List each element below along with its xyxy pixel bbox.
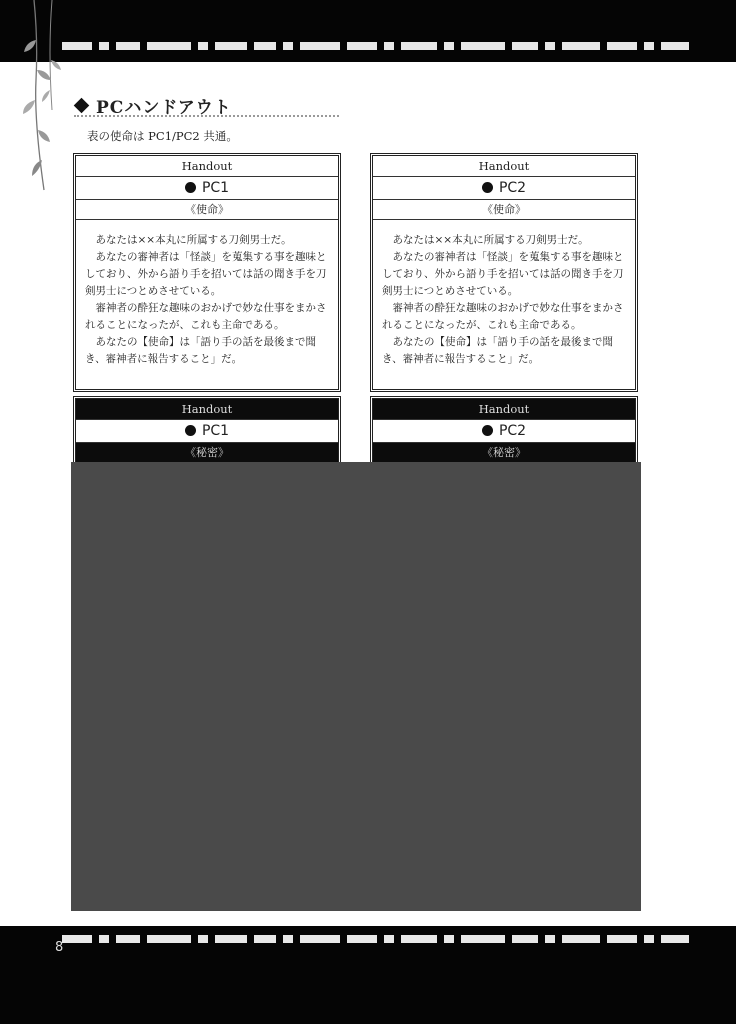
handout-body (373, 220, 635, 368)
handout-paragraph: あなたの審神者は「怪談」を蒐集する事を趣味としており、外から語り手を招いては話の聞き手を刀剣男士につとめさせている。 (382, 251, 624, 297)
handout-header: Handout (76, 156, 338, 177)
handout-pc-label: PC1 (76, 177, 338, 200)
diamond-icon (74, 97, 90, 113)
handout-paragraph: あなたの【使命】は「語り手の話を最後まで聞き、審神者に報告すること」だ。 (382, 336, 613, 365)
secret-subtitle: 《秘密》 (373, 443, 635, 463)
secret-header: Handout (373, 399, 635, 420)
handout-header: Handout (373, 156, 635, 177)
bottom-dash-border (62, 935, 728, 943)
section-title (74, 95, 339, 117)
secret-pc-label: PC1 (76, 420, 338, 443)
black-circle-icon (185, 182, 196, 193)
handout-paragraph: あなたの【使命】は「語り手の話を最後まで聞き、審神者に報告すること」だ。 (85, 336, 316, 365)
bottom-footer-bar (0, 926, 736, 1024)
handout-paragraph: あなたの審神者は「怪談」を蒐集する事を趣味としており、外から語り手を招いては話の聞き手を刀剣男士につとめさせている。 (85, 251, 327, 297)
top-dash-border (62, 42, 728, 50)
intro-text: 表の使命は PC1/PC2 共通。 (87, 129, 238, 143)
handout-paragraph: 審神者の酔狂な趣味のおかげで妙な仕事をまかされることになったが、これも主命である。 (85, 302, 327, 331)
handout-subtitle: 《使命》 (373, 200, 635, 220)
handout-card-pc2 (370, 153, 638, 392)
handout-subtitle: 《使命》 (76, 200, 338, 220)
handout-card-pc1 (73, 153, 341, 392)
handout-pc-label: PC2 (373, 177, 635, 200)
black-circle-icon (482, 425, 493, 436)
secret-subtitle: 《秘密》 (76, 443, 338, 463)
page-number: 8 (55, 940, 64, 955)
handout-paragraph: あなたは××本丸に所属する刀剣男士だ。 (95, 234, 292, 246)
black-circle-icon (185, 425, 196, 436)
handout-body (76, 220, 338, 368)
handout-paragraph: 審神者の酔狂な趣味のおかげで妙な仕事をまかされることになったが、これも主命である。 (382, 302, 624, 331)
secret-pc-label: PC2 (373, 420, 635, 443)
black-circle-icon (482, 182, 493, 193)
top-header-bar (0, 0, 736, 62)
vine-decoration-icon (22, 0, 72, 195)
redaction-block (71, 462, 641, 911)
section-title-text: PCハンドアウト (96, 97, 232, 118)
secret-header: Handout (76, 399, 338, 420)
handout-paragraph: あなたは××本丸に所属する刀剣男士だ。 (392, 234, 589, 246)
